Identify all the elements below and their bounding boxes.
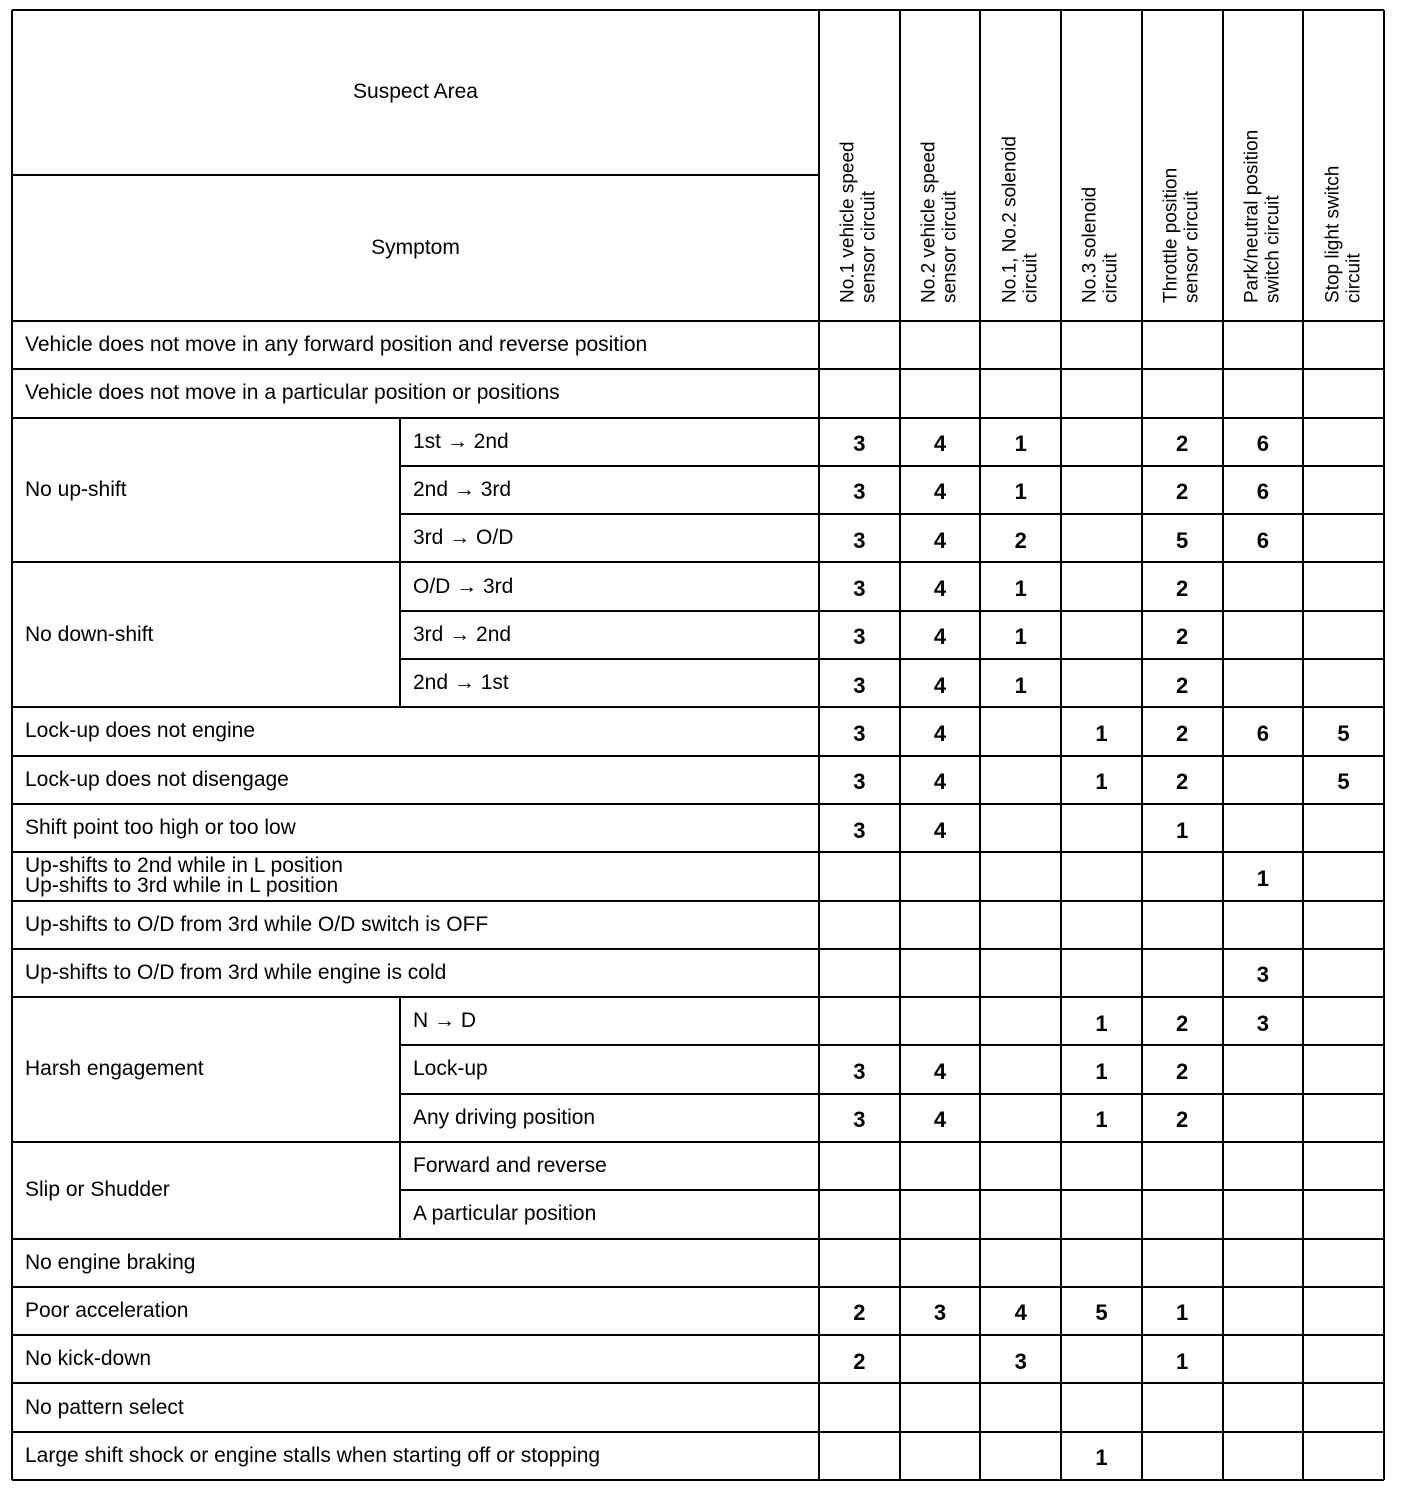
symptom-label: Lock-up does not engine [25, 719, 256, 743]
column-header-label: No.1, No.2 solenoid circuit [999, 135, 1042, 303]
check-order-cell [1303, 1047, 1384, 1095]
check-order-cell [1061, 903, 1142, 951]
check-order-cell [1142, 951, 1223, 999]
check-order-cell: 3 [853, 624, 866, 650]
check-order-cell [1061, 1385, 1142, 1433]
check-order-cell [1223, 1385, 1304, 1433]
check-order-cell: 3 [1014, 1348, 1027, 1374]
check-order-cell [1061, 516, 1142, 564]
check-order-cell: 4 [933, 817, 947, 843]
sub-column-rule [399, 418, 401, 563]
check-order-cell: 3 [853, 527, 866, 553]
check-order-cell [1223, 758, 1304, 806]
sub-symptom-label: 3rd → O/D [413, 526, 514, 550]
check-order-cell [1223, 903, 1304, 951]
row-rule [12, 1238, 1384, 1240]
check-order-cell [1223, 323, 1304, 371]
check-order-cell [1223, 1144, 1304, 1192]
check-order-cell: 1 [1014, 672, 1027, 698]
check-order-cell: 1 [1014, 624, 1027, 650]
symptom-label: No down-shift [25, 622, 154, 646]
check-order-cell [1142, 1192, 1223, 1240]
check-order-cell [1061, 323, 1142, 371]
column-header [1303, 10, 1384, 321]
check-order-cell [1061, 1144, 1142, 1192]
column-header-label: Park/neutral position switch circuit [1241, 129, 1284, 303]
check-order-cell [1061, 951, 1142, 999]
check-order-cell [819, 854, 900, 902]
check-order-cell [980, 1241, 1061, 1289]
check-order-cell: 3 [1256, 962, 1269, 988]
row-rule [400, 610, 1384, 612]
check-order-cell: 2 [1176, 624, 1189, 650]
check-order-cell [1303, 1144, 1384, 1192]
check-order-cell: 3 [853, 769, 866, 795]
row-rule [400, 1044, 1384, 1046]
symptom-label: Vehicle does not move in a particular position or positions [25, 381, 560, 405]
check-order-cell: 2 [1176, 672, 1189, 698]
check-order-cell [980, 903, 1061, 951]
symptom-label: Poor acceleration [25, 1298, 189, 1322]
check-order-cell [900, 1192, 981, 1240]
row-rule [12, 368, 1384, 370]
check-order-cell [1061, 854, 1142, 902]
column-header [1142, 10, 1223, 321]
column-header [1223, 10, 1304, 321]
sub-symptom-label: Forward and reverse [413, 1154, 607, 1178]
symptom-label: Slip or Shudder [25, 1178, 170, 1202]
check-order-cell [1142, 371, 1223, 419]
symptom-label: Up-shifts to 2nd while in L position Up-shifts to 3rd while in L position [25, 854, 343, 898]
symptom-label: No up-shift [25, 477, 127, 501]
check-order-cell: 5 [1337, 720, 1350, 746]
table-border-left [11, 10, 13, 1480]
column-rule [899, 10, 901, 1480]
check-order-cell [819, 1144, 900, 1192]
check-order-cell: 4 [933, 479, 947, 505]
check-order-cell [1303, 1192, 1384, 1240]
check-order-cell [819, 1192, 900, 1240]
check-order-cell [1142, 1144, 1223, 1192]
row-rule [12, 706, 1384, 708]
row-rule [400, 658, 1384, 660]
check-order-cell: 1 [1014, 479, 1027, 505]
check-order-cell: 2 [1176, 1107, 1189, 1133]
row-rule [400, 465, 1384, 467]
check-order-cell [819, 1385, 900, 1433]
check-order-cell [1142, 1434, 1223, 1482]
check-order-cell: 2 [1176, 720, 1189, 746]
column-header-label: Stop light switch circuit [1322, 165, 1365, 303]
symptom-column-rule [818, 10, 820, 1480]
check-order-cell [1303, 999, 1384, 1047]
check-order-cell: 5 [1176, 527, 1189, 553]
check-order-cell: 3 [853, 479, 866, 505]
column-rule [1302, 10, 1304, 1480]
symptom-label: Up-shifts to O/D from 3rd while engine is cold [25, 960, 447, 984]
column-header [1061, 10, 1142, 321]
check-order-cell [900, 323, 981, 371]
check-order-cell [1142, 854, 1223, 902]
column-header-label: No.2 vehicle speed sensor circuit [918, 140, 962, 303]
check-order-cell [1061, 1337, 1142, 1385]
column-rule [1222, 10, 1224, 1480]
check-order-cell: 4 [933, 1058, 947, 1084]
check-order-cell [980, 709, 1061, 757]
check-order-cell: 4 [933, 576, 947, 602]
check-order-cell: 2 [853, 1300, 866, 1326]
check-order-cell [980, 1385, 1061, 1433]
row-rule [12, 948, 1384, 950]
check-order-cell [1223, 564, 1304, 612]
check-order-cell: 4 [933, 769, 947, 795]
check-order-cell [900, 951, 981, 999]
check-order-cell [1303, 951, 1384, 999]
check-order-cell [980, 1096, 1061, 1144]
check-order-cell: 3 [853, 817, 866, 843]
row-rule [12, 803, 1384, 805]
suspect-area-heading: Suspect Area [353, 80, 478, 104]
row-rule [12, 1334, 1384, 1336]
check-order-cell: 1 [1014, 431, 1027, 457]
check-order-cell [900, 903, 981, 951]
check-order-cell [1303, 661, 1384, 709]
check-order-cell [900, 1241, 981, 1289]
check-order-cell: 3 [853, 1058, 866, 1084]
check-order-cell: 2 [1176, 479, 1189, 505]
check-order-cell: 2 [1014, 527, 1027, 553]
check-order-cell [1142, 323, 1223, 371]
check-order-cell [819, 323, 900, 371]
check-order-cell [980, 1192, 1061, 1240]
check-order-cell: 1 [1176, 817, 1189, 843]
sub-symptom-label: N → D [413, 1009, 476, 1033]
symptom-label: Lock-up does not disengage [25, 767, 289, 791]
check-order-cell [900, 1144, 981, 1192]
check-order-cell [1142, 903, 1223, 951]
symptom-label: No kick-down [25, 1347, 152, 1371]
check-order-cell [1303, 564, 1384, 612]
check-order-cell [900, 371, 981, 419]
check-order-cell: 2 [1176, 769, 1189, 795]
row-rule [12, 561, 1384, 563]
check-order-cell [819, 951, 900, 999]
check-order-cell [1303, 1385, 1384, 1433]
check-order-cell [1223, 1434, 1304, 1482]
check-order-cell [1223, 1047, 1304, 1095]
check-order-cell [1061, 661, 1142, 709]
check-order-cell: 1 [1014, 576, 1027, 602]
check-order-cell: 4 [1014, 1300, 1027, 1326]
symptom-label: Harsh engagement [25, 1057, 204, 1081]
table-border-right [1383, 10, 1385, 1480]
check-order-cell [1303, 854, 1384, 902]
check-order-cell: 1 [1176, 1348, 1189, 1374]
table-border-top [12, 9, 1384, 11]
check-order-cell [1061, 468, 1142, 516]
check-order-cell [900, 854, 981, 902]
check-order-cell [900, 1385, 981, 1433]
sub-symptom-label: Any driving position [413, 1105, 596, 1129]
check-order-cell [1303, 420, 1384, 468]
header-divider [12, 174, 819, 176]
check-order-cell [1303, 1337, 1384, 1385]
check-order-cell [1303, 1289, 1384, 1337]
check-order-cell [1303, 323, 1384, 371]
sub-symptom-label: 2nd → 3rd [413, 477, 512, 501]
check-order-cell [980, 323, 1061, 371]
check-order-cell: 1 [1095, 769, 1108, 795]
check-order-cell: 5 [1337, 769, 1350, 795]
check-order-cell [1223, 1096, 1304, 1144]
check-order-cell: 2 [1176, 1010, 1189, 1036]
check-order-cell [819, 1241, 900, 1289]
check-order-cell [1303, 1434, 1384, 1482]
sub-symptom-label: Lock-up [413, 1057, 488, 1081]
check-order-cell: 4 [933, 624, 947, 650]
check-order-cell [900, 1337, 981, 1385]
check-order-cell [1061, 806, 1142, 854]
check-order-cell [819, 999, 900, 1047]
check-order-cell [1142, 1241, 1223, 1289]
check-order-cell: 1 [1095, 1010, 1108, 1036]
check-order-cell: 6 [1256, 479, 1269, 505]
check-order-cell: 3 [853, 1107, 866, 1133]
check-order-cell: 2 [1176, 1058, 1189, 1084]
row-rule [12, 900, 1384, 902]
symptom-label: No engine braking [25, 1250, 196, 1274]
check-order-cell [1303, 1096, 1384, 1144]
check-order-cell [1223, 1289, 1304, 1337]
check-order-cell [1061, 564, 1142, 612]
check-order-cell: 3 [853, 720, 866, 746]
check-order-cell: 3 [853, 672, 866, 698]
check-order-cell [1223, 371, 1304, 419]
check-order-cell [1303, 903, 1384, 951]
row-rule [12, 851, 1384, 853]
check-order-cell [980, 806, 1061, 854]
check-order-cell [980, 1144, 1061, 1192]
check-order-cell: 4 [933, 720, 947, 746]
column-header [819, 10, 900, 321]
row-rule [12, 755, 1384, 757]
diagnostic-matrix-table [12, 10, 1384, 1480]
check-order-cell [1061, 1241, 1142, 1289]
check-order-cell: 1 [1256, 865, 1269, 891]
check-order-cell [980, 1434, 1061, 1482]
row-rule [400, 1093, 1384, 1095]
check-order-cell [819, 903, 900, 951]
check-order-cell [1303, 806, 1384, 854]
check-order-cell: 4 [933, 431, 947, 457]
sub-column-rule [399, 1142, 401, 1239]
column-rule [1060, 10, 1062, 1480]
check-order-cell [980, 854, 1061, 902]
check-order-cell [1223, 661, 1304, 709]
column-header-label: No.3 solenoid circuit [1080, 186, 1123, 303]
check-order-cell [980, 999, 1061, 1047]
column-rule [1141, 10, 1143, 1480]
check-order-cell: 2 [853, 1348, 866, 1374]
check-order-cell: 1 [1095, 1445, 1108, 1471]
row-rule [400, 513, 1384, 515]
symptom-label: Up-shifts to O/D from 3rd while O/D switch is OFF [25, 912, 489, 936]
check-order-cell: 3 [853, 431, 866, 457]
check-order-cell [1061, 613, 1142, 661]
sub-symptom-label: 3rd → 2nd [413, 622, 512, 646]
check-order-cell [1303, 516, 1384, 564]
check-order-cell: 1 [1095, 720, 1108, 746]
check-order-cell [1061, 1192, 1142, 1240]
check-order-cell [1223, 1241, 1304, 1289]
symptom-heading: Symptom [371, 235, 460, 259]
sub-symptom-label: 2nd → 1st [413, 671, 509, 695]
column-header [980, 10, 1061, 321]
check-order-cell [1061, 420, 1142, 468]
check-order-cell [1223, 1337, 1304, 1385]
column-rule [979, 10, 981, 1480]
column-header-label: No.1 vehicle speed sensor circuit [838, 140, 881, 303]
check-order-cell: 3 [1256, 1010, 1269, 1036]
check-order-cell [900, 1434, 981, 1482]
check-order-cell: 2 [1176, 431, 1189, 457]
check-order-cell [819, 1434, 900, 1482]
check-order-cell [980, 758, 1061, 806]
row-rule [12, 417, 1384, 419]
sub-column-rule [399, 997, 401, 1142]
check-order-cell: 1 [1176, 1300, 1189, 1326]
check-order-cell: 6 [1256, 527, 1269, 553]
sub-column-rule [399, 562, 401, 707]
check-order-cell [980, 371, 1061, 419]
check-order-cell: 6 [1256, 720, 1269, 746]
check-order-cell [1223, 806, 1304, 854]
check-order-cell [980, 951, 1061, 999]
sub-symptom-label: A particular position [413, 1202, 597, 1226]
check-order-cell: 2 [1176, 576, 1189, 602]
check-order-cell: 5 [1095, 1300, 1108, 1326]
column-header [900, 10, 981, 321]
check-order-cell [1061, 371, 1142, 419]
check-order-cell: 1 [1095, 1107, 1108, 1133]
symptom-label: No pattern select [25, 1395, 184, 1419]
check-order-cell [1303, 1241, 1384, 1289]
symptom-label: Large shift shock or engine stalls when starting off or stopping [25, 1443, 601, 1467]
check-order-cell: 4 [933, 1107, 947, 1133]
table-border-bottom [12, 1479, 1384, 1481]
symptom-label: Vehicle does not move in any forward position and reverse position [25, 333, 648, 357]
check-order-cell [1223, 613, 1304, 661]
check-order-cell [1303, 468, 1384, 516]
check-order-cell [1303, 613, 1384, 661]
check-order-cell [900, 999, 981, 1047]
check-order-cell: 3 [933, 1300, 947, 1326]
row-rule [12, 996, 1384, 998]
row-rule [12, 1431, 1384, 1433]
row-rule [400, 1189, 1384, 1191]
symptom-label: Shift point too high or too low [25, 816, 296, 840]
check-order-cell: 3 [853, 576, 866, 602]
header-bottom-rule [12, 320, 1384, 322]
check-order-cell: 4 [933, 527, 947, 553]
check-order-cell [980, 1047, 1061, 1095]
check-order-cell [1142, 1385, 1223, 1433]
sub-symptom-label: 1st → 2nd [413, 429, 509, 453]
row-rule [12, 1141, 1384, 1143]
sub-symptom-label: O/D → 3rd [413, 574, 514, 598]
check-order-cell [1303, 371, 1384, 419]
check-order-cell [819, 371, 900, 419]
column-header-label: Throttle position sensor circuit [1160, 167, 1204, 303]
check-order-cell: 6 [1256, 431, 1269, 457]
check-order-cell: 1 [1095, 1058, 1108, 1084]
check-order-cell [1223, 1192, 1304, 1240]
row-rule [12, 1382, 1384, 1384]
row-rule [12, 1286, 1384, 1288]
check-order-cell: 4 [933, 672, 947, 698]
